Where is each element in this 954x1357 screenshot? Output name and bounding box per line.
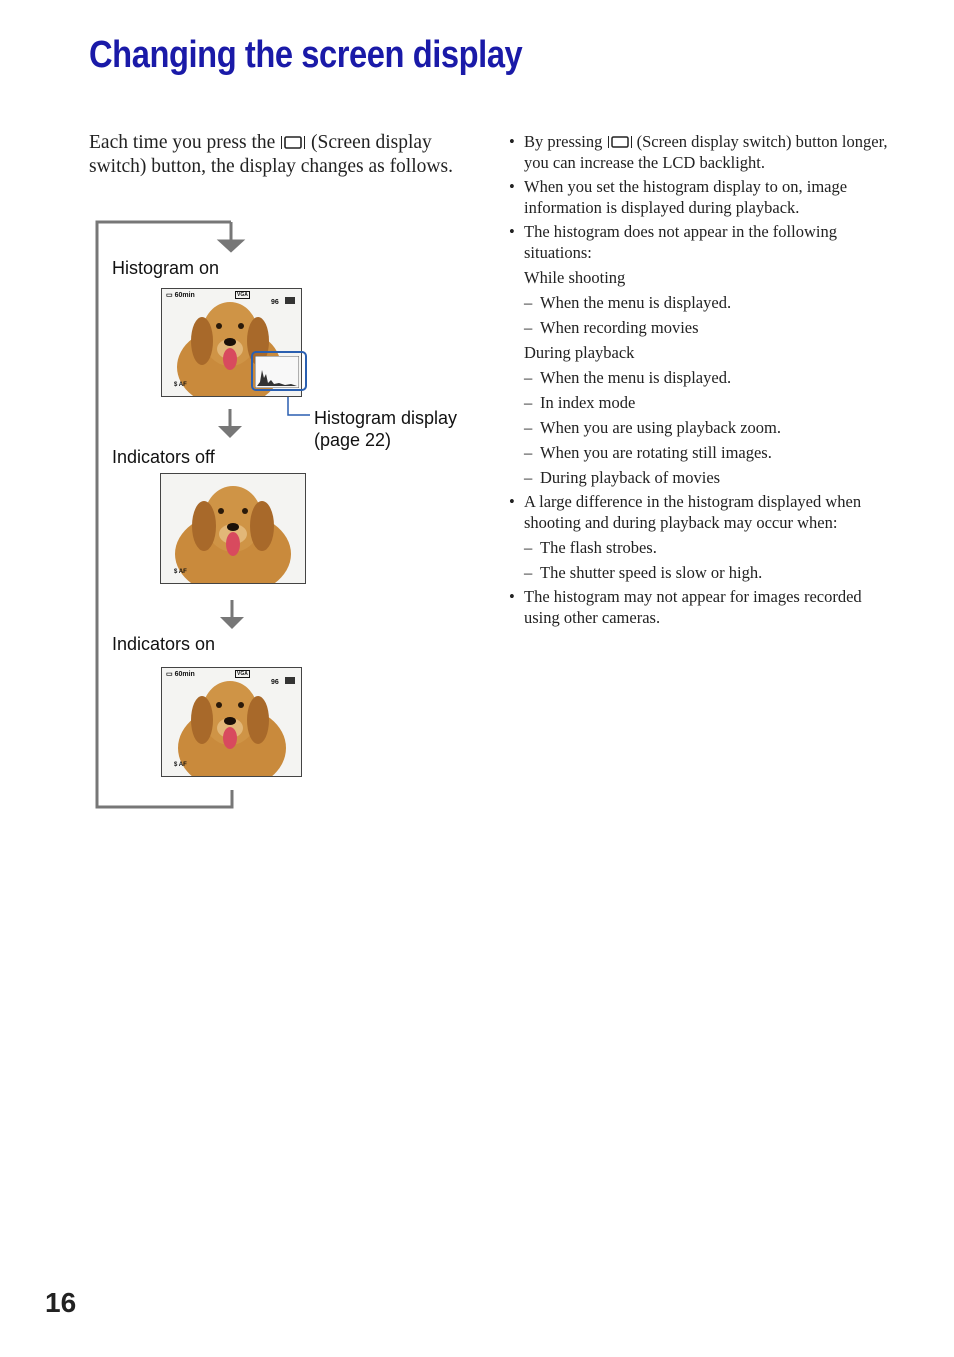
note-backlight-text-before: By pressing — [524, 132, 603, 151]
down-arrow-icon — [220, 600, 244, 629]
while-shooting-heading: While shooting — [524, 268, 626, 287]
image-size-indicator: VGA — [237, 671, 248, 677]
page-title: Changing the screen display — [89, 34, 523, 76]
shots-remaining: 96 — [271, 299, 279, 306]
image-size-indicator: VGA — [237, 292, 248, 298]
battery-text: 60min — [174, 292, 195, 299]
flash-af-indicator: $ AF — [174, 569, 187, 575]
histogram-display-page-ref: (page 22) — [314, 430, 392, 450]
label-histogram-on: Histogram on — [112, 258, 220, 278]
screen-indicators-on — [161, 667, 302, 777]
shots-remaining: 96 — [271, 679, 279, 686]
screen-indicators-off — [160, 473, 306, 584]
difference-item: – The shutter speed is slow or high. — [524, 562, 889, 583]
memory-card-icon — [285, 297, 295, 304]
dog-photo — [162, 668, 301, 776]
shooting-item: – When recording movies — [524, 317, 889, 338]
difference-item: – The flash strobes. — [524, 537, 889, 558]
screen-display-switch-button-icon — [607, 135, 633, 149]
down-arrow-icon — [218, 409, 242, 438]
note-other-cameras: • The histogram may not appear for images recorded using other cameras. — [509, 586, 889, 628]
during-playback-heading: During playback — [524, 343, 635, 362]
page-number: 16 — [45, 1287, 77, 1318]
note-large-difference — [509, 491, 889, 583]
dog-photo — [161, 474, 305, 583]
down-arrow-icon — [218, 240, 244, 252]
note-not-appear — [509, 221, 889, 488]
playback-item: – When you are rotating still images. — [524, 442, 889, 463]
note-not-appear-text: The histogram does not appear in the following situations: — [524, 222, 837, 262]
flash-af-indicator: $ AF — [174, 382, 187, 388]
note-histogram-on: • When you set the histogram display to on, image information is displayed during playback. — [509, 176, 889, 218]
playback-item: – During playback of movies — [524, 467, 889, 488]
battery-indicator: ▭ 60min — [166, 292, 195, 299]
intro-text-after: (Screen display switch) button, the display changes as follows. — [89, 132, 453, 177]
notes-list — [509, 131, 889, 628]
battery-indicator: ▭ 60min — [166, 671, 195, 678]
label-indicators-on: Indicators on — [112, 634, 216, 654]
label-histogram-display — [314, 407, 457, 451]
note-large-difference-text: A large difference in the histogram displayed when shooting and during playback may occur when: — [524, 492, 862, 532]
flash-af-indicator: $ AF — [174, 762, 187, 768]
playback-item: – In index mode — [524, 392, 889, 413]
notes-column — [509, 131, 889, 631]
note-backlight-text-after: (Screen display switch) button longer, you can increase the LCD backlight. — [524, 132, 888, 172]
histogram-callout-box — [251, 351, 307, 391]
playback-item: – When the menu is displayed. — [524, 367, 889, 388]
playback-item: – When you are using playback zoom. — [524, 417, 889, 438]
memory-card-icon — [285, 677, 295, 684]
histogram-display-text: Histogram display — [314, 408, 458, 428]
label-indicators-off: Indicators off — [112, 447, 215, 467]
battery-text: 60min — [174, 671, 195, 678]
note-backlight — [509, 131, 889, 173]
shooting-item: – When the menu is displayed. — [524, 292, 889, 313]
intro-text-before: Each time you press the — [89, 132, 276, 153]
